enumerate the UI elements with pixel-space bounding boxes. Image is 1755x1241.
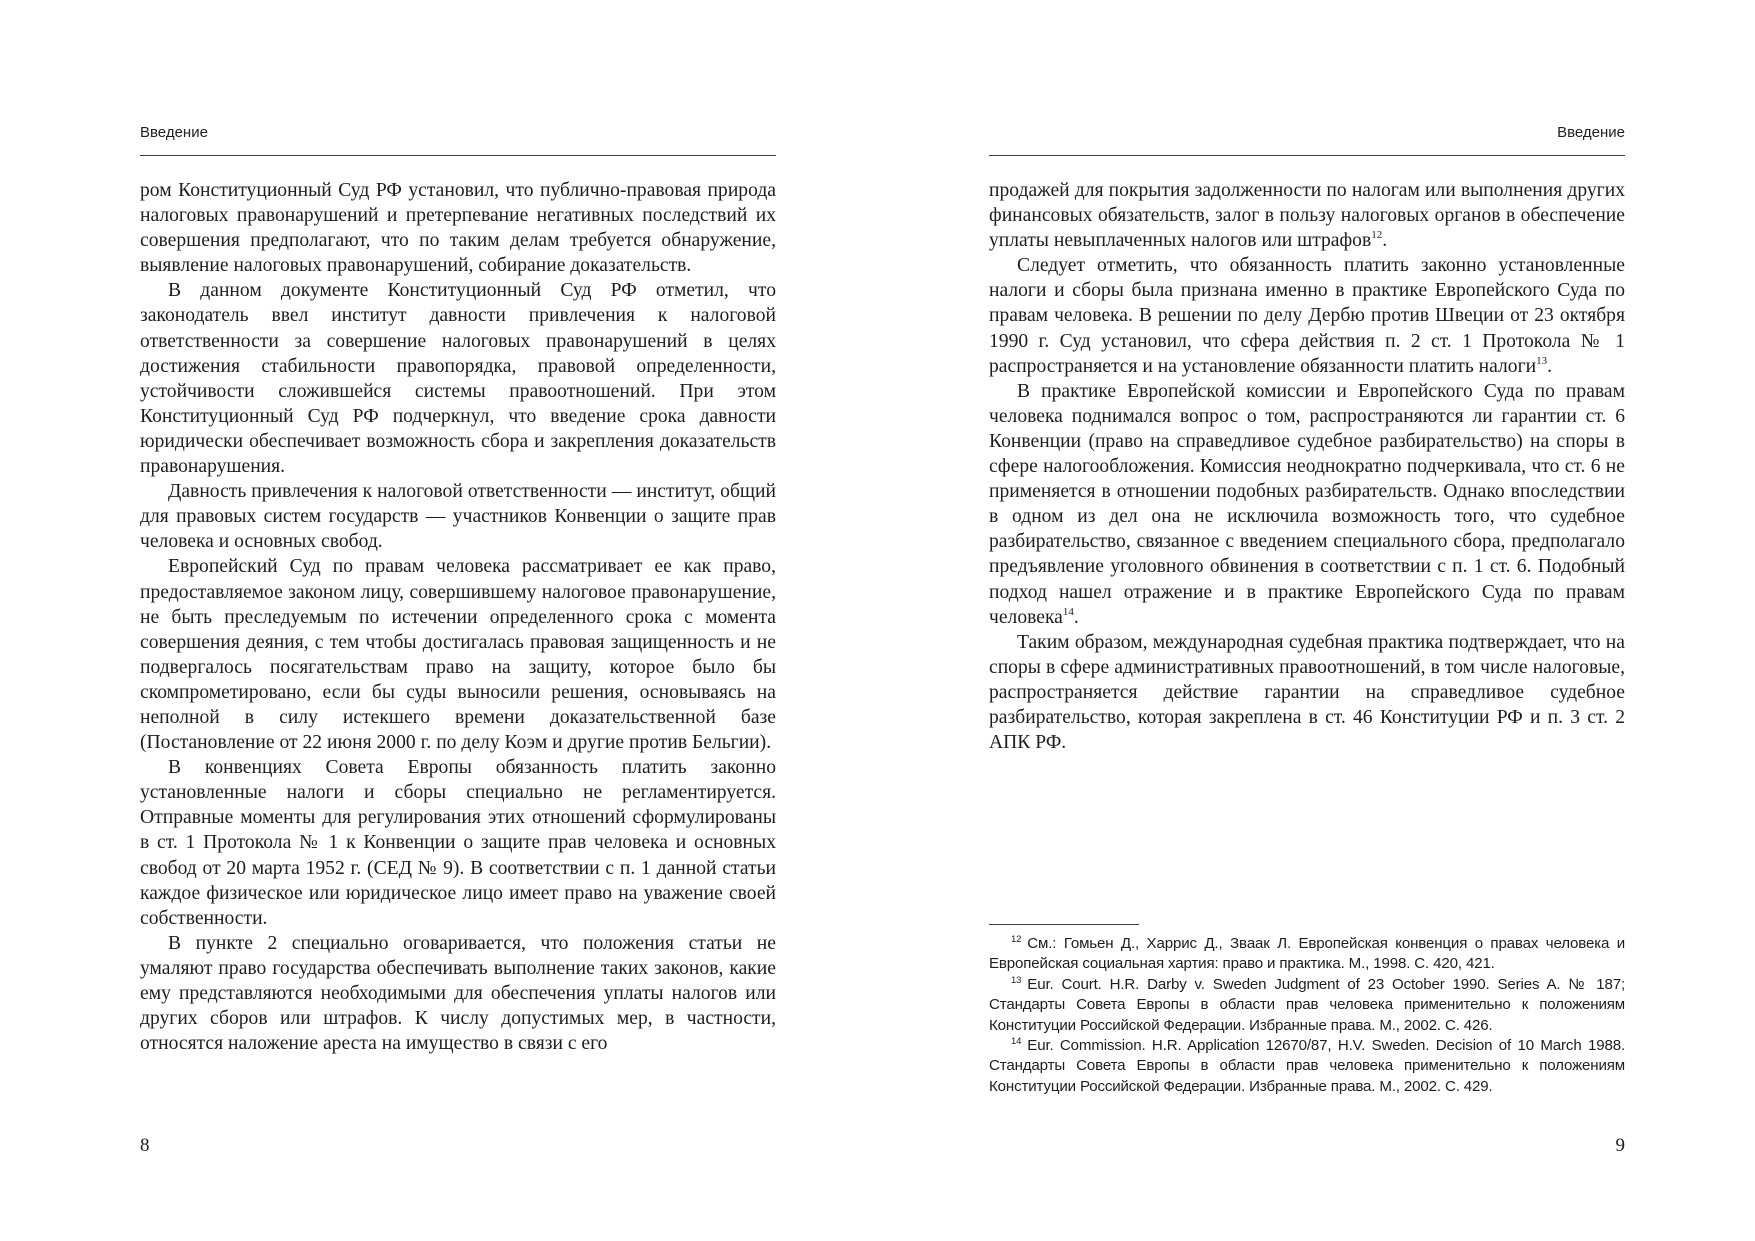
body-text (140, 178, 776, 1056)
footnote-number: 12 (1011, 934, 1022, 945)
paragraph: В пункте 2 специально оговаривается, что положения статьи не умаляют право государства обеспечивать выполнение таких законов, какие ему представляются необходимыми для обеспечения уплаты налогов или других сборов или штрафов. К числу допустимых мер, в частности, относятся наложение ареста на имущество в связи с его (140, 932, 776, 1055)
paragraph-text: Следует отметить, что обязанность платить законно установленные налоги и сборы была признана именно в практике Европейского Суда по правам человека. В решении по делу Дербю против Швеции от 23 октября 1990 г. Суд установил, что сфера действия п. 2 ст. 1 Протокола № 1 распространяется и на установление обязанности платить налоги (989, 255, 1625, 377)
footnotes (989, 934, 1625, 1097)
page-number: 8 (140, 1135, 150, 1156)
footnote-text: Eur. Court. H.R. Darby v. Sweden Judgment of 23 October 1990. Series A. № 187; Стандарты Совета Европы в области прав человека применительно к положениям Конституции Российской Федерации. Избранные права. М., 2002. С. 426. (989, 975, 1625, 1034)
paragraph: В практике Европейской комиссии и Европейского Суда по правам человека поднимался вопрос о том, распространяются ли гарантии ст. 6 Конвенции (право на справедливое судебное разбирательство) на споры в сфере налогообложения. Комиссия неоднократно подчеркивала, что ст. 6 не применяется в отношении подобных разбирательств. Однако впоследствии в одном из дел она не исключила возможность того, что судебное разбирательство, связанное с введением специального сбора, предполагало предъявление уголовного обвинения в соответствии с п. 1 ст. 6. Подобный подход нашел отражение и в практике Европейского Суда по правам человека$^{14}$. (989, 380, 1625, 628)
paragraph-text: В практике Европейской комиссии и Европейского Суда по правам человека поднимался вопрос о том, распространяются ли гарантии ст. 6 Конвенции (право на справедливое судебное разбирательство) на споры в сфере налогообложения. Комиссия неоднократно подчеркивала, что ст. 6 не применяется в отношении подобных разбирательств. Однако впоследствии в одном из дел она не исключила возможность того, что судебное разбирательство, связанное с введением специального сбора, предполагало предъявление уголовного обвинения в соответствии с п. 1 ст. 6. Подобный подход нашел отражение и в практике Европейского Суда по правам человека (989, 380, 1625, 628)
header-rule (989, 155, 1625, 156)
body-text (989, 178, 1625, 755)
running-head: Введение (140, 124, 208, 141)
paragraph (989, 630, 1625, 755)
left-page (140, 0, 776, 1241)
footnote (989, 1036, 1625, 1097)
paragraph: Давность привлечения к налоговой ответственности — институт, общий для правовых систем государств — участников Конвенции о защите прав человека и основных свобод. (140, 481, 776, 553)
right-page (989, 0, 1625, 1241)
footnote-number: 13 (1011, 974, 1022, 986)
paragraph-text: Таким образом, международная судебная практика подтверждает, что на споры в сфере административных правоотношений, в том числе налоговые, распространяется действие гарантии на справедливое судебное разбирательство, которая закреплена в ст. 46 Конституции РФ и п. 3 ст. 2 АПК РФ. (989, 631, 1625, 754)
paragraph: В конвенциях Совета Европы обязанность платить законно установленные налоги и сборы специально не регламентируется. Отправные моменты для регулирования этих отношений сформулированы в ст. 1 Протокола № 1 к Конвенции о защите прав человека и основных свобод от 20 марта 1952 г. (СЕД № 9). В соответствии с п. 1 данной статьи каждое физическое или юридическое лицо имеет право на уважение своей собственности. (140, 757, 776, 929)
footnote-number: 14 (1011, 1036, 1022, 1048)
footnote-ref[interactable]: 14 (1062, 605, 1074, 618)
footnote (989, 934, 1625, 975)
footnote-separator (989, 924, 1139, 925)
footnote (989, 975, 1625, 1036)
header-rule (140, 155, 776, 156)
paragraph: ром Конституционный Суд РФ установил, что публично-правовая природа налоговых правонарушений и претерпевание негативных последствий их совершения предполагают, что по таким делам требуется обнаружение, выявление налоговых правонарушений, собирание доказательств. (140, 180, 776, 277)
paragraph: продажей для покрытия задолженности по налогам или выполнения других финансовых обязательств, залог в пользу налоговых органов в обеспечение уплаты невыплаченных налогов или штрафов$^{12}$. (989, 180, 1625, 252)
footnote-ref[interactable]: 13 (1536, 354, 1548, 367)
footnote-text: Eur. Commission. H.R. Application 12670/87, H.V. Sweden. Decision of 10 March 1988. Стандарты Совета Европы в области прав человека применительно к положениям Конституции Российской Федерации. Избранные права. М., 2002. С. 429. (989, 1037, 1625, 1095)
paragraph: Европейский Суд по правам человека рассматривает ее как право, предоставляемое законом лицу, совершившему налоговое правонарушение, не быть преследуемым по истечении определенного срока с момента совершения деяния, с тем чтобы достигалась правовая защищенность и не подвергалось посягательствам право на защиту, которое было бы скомпрометировано, если бы суды выносили решения, основываясь на неполной в силу истекшего времени доказательственной базе (Постановление от 22 июня 2000 г. по делу Коэм и другие против Бельгии). (140, 556, 776, 754)
footnote-text: См.: Гомьен Д., Харрис Д., Звaак Л. Европейская конвенция о правах человека и Европейская социальная хартия: право и практика. М., 1998. С. 420, 421. (989, 935, 1625, 973)
paragraph-text: продажей для покрытия задолженности по налогам или выполнения других финансовых обязательств, залог в пользу налоговых органов в обеспечение уплаты невыплаченных налогов или штрафов (989, 180, 1625, 252)
page-number: 9 (1615, 1135, 1625, 1156)
running-head: Введение (1557, 124, 1625, 141)
footnote-ref[interactable]: 12 (1371, 229, 1383, 242)
paragraph: В данном документе Конституционный Суд РФ отметил, что законодатель ввел институт давности привлечения к налоговой ответственности за совершение налоговых правонарушений в целях достижения стабильности правопорядка, правовой определенности, устойчивости сложившейся системы правоотношений. При этом Конституционный Суд РФ подчеркнул, что введение срока давности юридически обеспечивает возможность сбора и закрепления доказательств правонарушения. (140, 280, 776, 478)
paragraph: Следует отметить, что обязанность платить законно установленные налоги и сборы была признана именно в практике Европейского Суда по правам человека. В решении по делу Дербю против Швеции от 23 октября 1990 г. Суд установил, что сфера действия п. 2 ст. 1 Протокола № 1 распространяется и на установление обязанности платить налоги$^{13}$. (989, 255, 1625, 377)
